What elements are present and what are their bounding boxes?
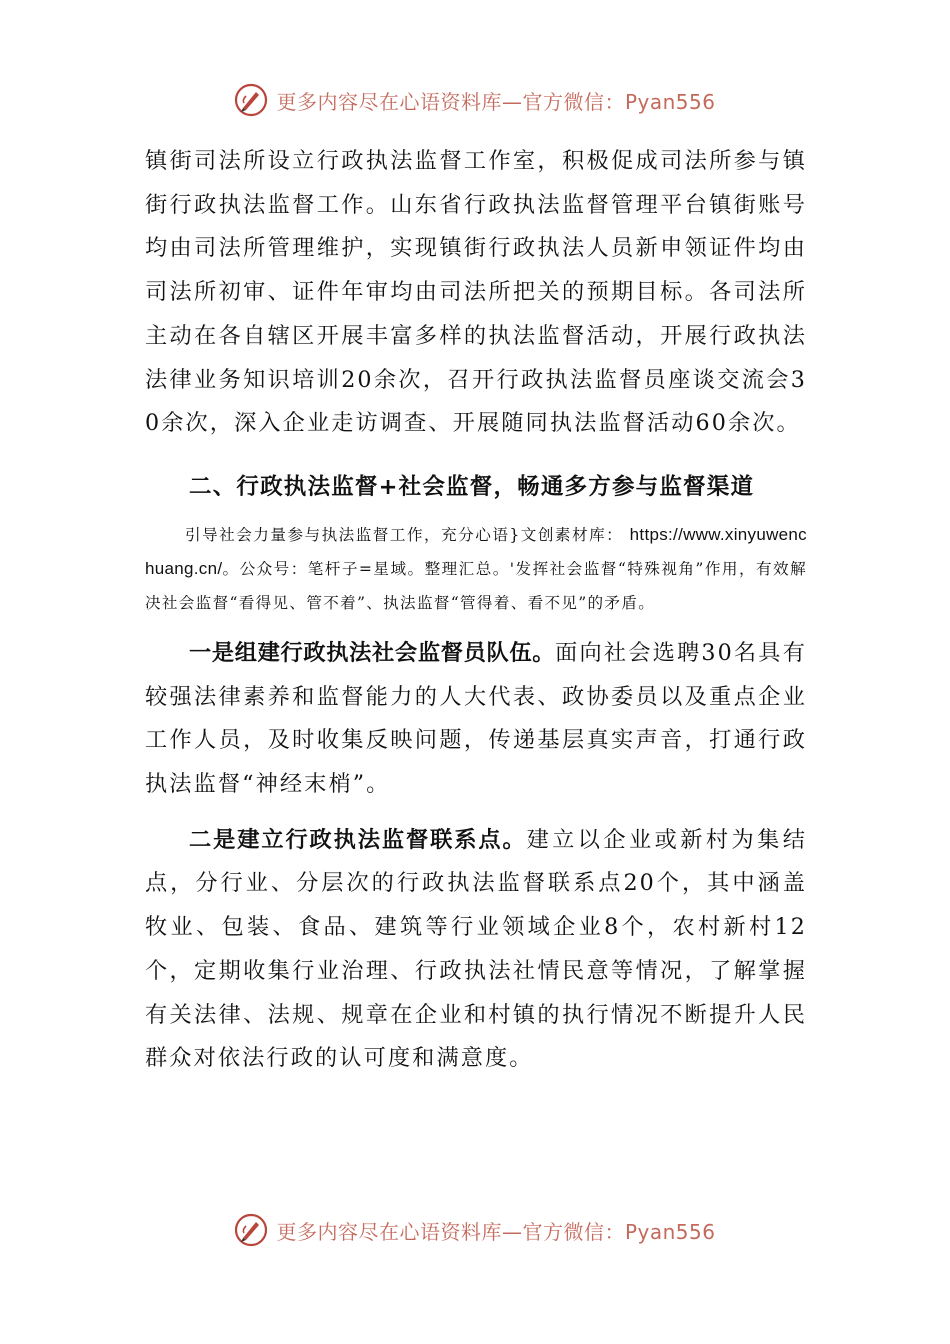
watermark-text: 更多内容尽在心语资料库—官方微信：Pyan556 [276, 89, 716, 114]
section-intro-part-a: 引导社会力量参与执法监督工作，充分心语}文创素材库： [185, 525, 624, 544]
item-1-title: 一是组建行政执法社会监督员队伍。 [189, 639, 556, 666]
document-body [145, 140, 807, 1081]
source-url: https://www.xinyuwenchuang.cn/ [145, 524, 807, 578]
pen-circle-logo-icon [234, 83, 268, 117]
section-heading-2: 二、行政执法监督+社会监督，畅通多方参与监督渠道 [189, 473, 755, 500]
watermark-text: 更多内容尽在心语资料库—官方微信：Pyan556 [276, 1219, 716, 1244]
item-1 [145, 632, 807, 807]
section-intro [145, 518, 807, 620]
section-intro-part-b: 。公众号：笔杆子=星域。整理汇总。'发挥社会监督“特殊视角”作用，有效解决社会监督“看得见、管不着”、执法监督“管得着、看不见”的矛盾。 [145, 559, 807, 612]
paragraph-1: 镇街司法所设立行政执法监督工作室，积极促成司法所参与镇街行政执法监督工作。山东省行政执法监督管理平台镇街账号均由司法所管理维护，实现镇街行政执法人员新申领证件均由司法所初审、证件年审均由司法所把关的预期目标。各司法所主动在各自辖区开展丰富多样的执法监督活动，开展行政执法法律业务知识培训20余次，召开行政执法监督员座谈交流会30余次，深入企业走访调查、开展随同执法监督活动60余次。 [145, 148, 807, 437]
footer-watermark [0, 1210, 950, 1250]
item-2-title: 二是建立行政执法监督联系点。 [189, 826, 527, 853]
item-2-text: 建立以企业或新村为集结点，分行业、分层次的行政执法监督联系点20个，其中涵盖牧业、包装、食品、建筑等行业领域企业8个，农村新村12个，定期收集行业治理、行政执法社情民意等情况，了解掌握有关法律、法规、规章在企业和村镇的执行情况不断提升人民群众对依法行政的认可度和满意度。 [145, 826, 807, 1072]
pen-circle-logo-icon [234, 1213, 268, 1247]
item-2 [145, 819, 807, 1081]
item-1-text: 面向社会选聘30名具有较强法律素养和监督能力的人大代表、政协委员以及重点企业工作人员，及时收集反映问题，传递基层真实声音，打通行政执法监督“神经末梢”。 [145, 639, 807, 798]
header-watermark [0, 80, 950, 120]
